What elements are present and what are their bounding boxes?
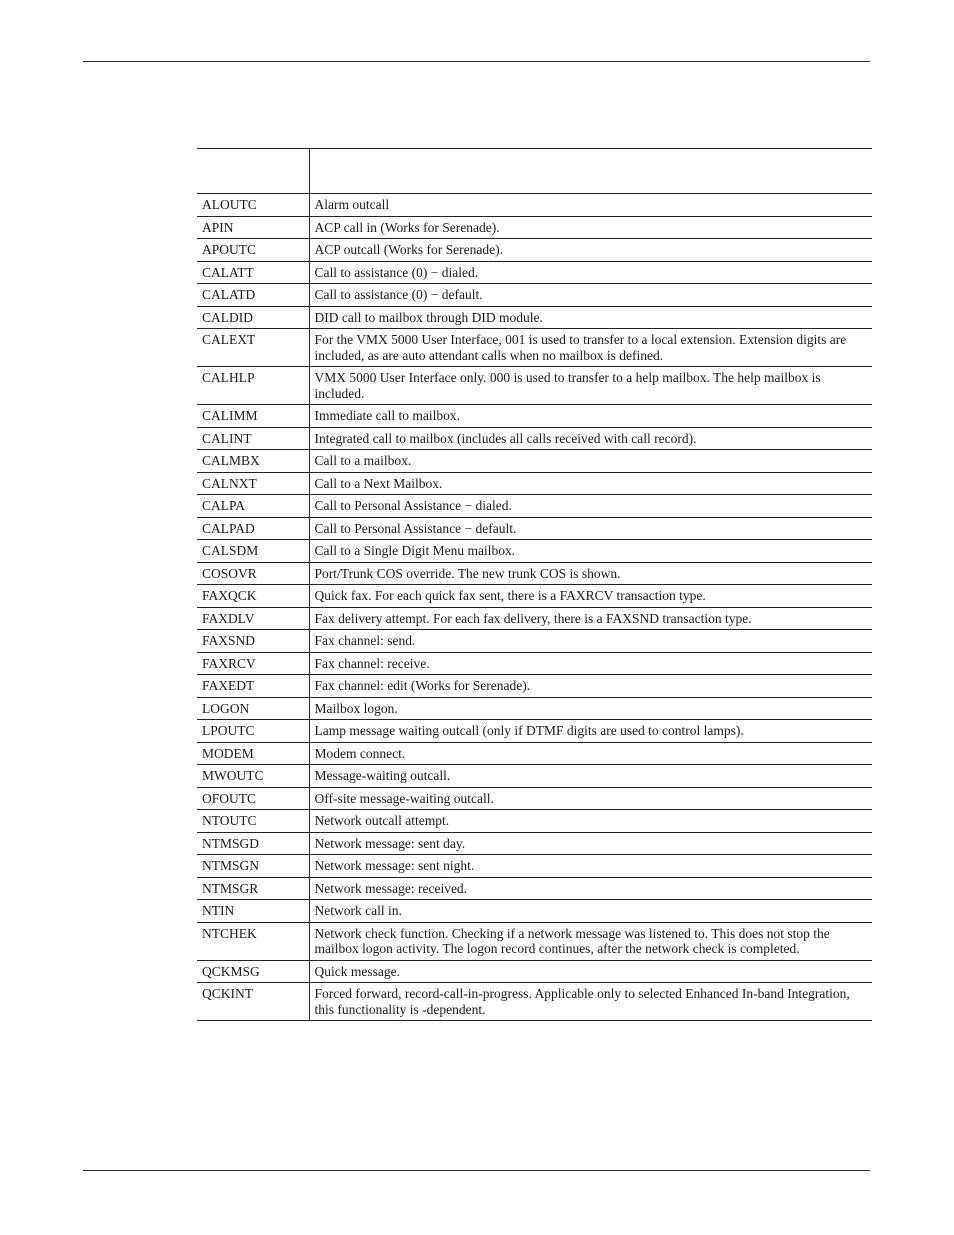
table-row — [197, 630, 872, 653]
transaction-description-cell: Alarm outcall — [309, 194, 872, 217]
table-row — [197, 607, 872, 630]
transaction-description-cell: Call to Personal Assistance − dialed. — [309, 495, 872, 518]
transaction-code-cell: OFOUTC — [197, 787, 309, 810]
table-row — [197, 472, 872, 495]
transaction-code-cell: CALATD — [197, 284, 309, 307]
table-row — [197, 284, 872, 307]
transaction-description-cell: Fax channel: edit (Works for Serenade). — [309, 675, 872, 698]
transaction-code-cell: CALNXT — [197, 472, 309, 495]
transaction-description-cell: DID call to mailbox through DID module. — [309, 306, 872, 329]
table-row — [197, 697, 872, 720]
transaction-code-cell: NTMSGR — [197, 877, 309, 900]
header-rule — [83, 61, 870, 62]
transaction-code-cell: LPOUTC — [197, 720, 309, 743]
transaction-description-cell: Call to a Single Digit Menu mailbox. — [309, 540, 872, 563]
transaction-description-cell: Call to Personal Assistance − default. — [309, 517, 872, 540]
transaction-code-cell: NTCHEK — [197, 922, 309, 960]
table-header-row — [197, 149, 872, 194]
table-row — [197, 960, 872, 983]
transaction-description-cell: Modem connect. — [309, 742, 872, 765]
table-row — [197, 450, 872, 473]
transaction-code-cell: FAXEDT — [197, 675, 309, 698]
table-row — [197, 720, 872, 743]
table-row — [197, 787, 872, 810]
table-row — [197, 810, 872, 833]
column-header-code — [197, 149, 309, 194]
transaction-description-cell: Mailbox logon. — [309, 697, 872, 720]
transaction-code-cell: CALINT — [197, 427, 309, 450]
transaction-code-cell: COSOVR — [197, 562, 309, 585]
transaction-description-cell: Fax channel: receive. — [309, 652, 872, 675]
table-row — [197, 877, 872, 900]
table-row — [197, 367, 872, 405]
transaction-code-cell: CALIMM — [197, 405, 309, 428]
transaction-code-cell: CALHLP — [197, 367, 309, 405]
transaction-code-cell: QCKINT — [197, 983, 309, 1021]
table-row — [197, 742, 872, 765]
transaction-description-cell: Network message: sent night. — [309, 855, 872, 878]
transaction-code-cell: LOGON — [197, 697, 309, 720]
transaction-code-cell: APIN — [197, 216, 309, 239]
table-body — [197, 194, 872, 1021]
transaction-description-cell: Call to assistance (0) − default. — [309, 284, 872, 307]
transaction-description-cell: Network call in. — [309, 900, 872, 923]
transaction-code-cell: CALDID — [197, 306, 309, 329]
table-row — [197, 855, 872, 878]
transaction-code-cell: QCKMSG — [197, 960, 309, 983]
table-row — [197, 427, 872, 450]
table-row — [197, 239, 872, 262]
table-row — [197, 540, 872, 563]
transaction-code-cell: MWOUTC — [197, 765, 309, 788]
transaction-code-cell: APOUTC — [197, 239, 309, 262]
table-row — [197, 900, 872, 923]
transaction-description-cell: Immediate call to mailbox. — [309, 405, 872, 428]
table-row — [197, 194, 872, 217]
transaction-description-cell: Quick fax. For each quick fax sent, there is a FAXRCV transaction type. — [309, 585, 872, 608]
transaction-description-cell: Port/Trunk COS override. The new trunk COS is shown. — [309, 562, 872, 585]
transaction-code-cell: CALATT — [197, 261, 309, 284]
transaction-description-cell: Fax channel: send. — [309, 630, 872, 653]
table-row — [197, 675, 872, 698]
transaction-code-cell: NTMSGD — [197, 832, 309, 855]
transaction-description-cell: Integrated call to mailbox (includes all calls received with call record). — [309, 427, 872, 450]
transaction-description-cell: Call to assistance (0) − dialed. — [309, 261, 872, 284]
transaction-description-cell: Fax delivery attempt. For each fax delivery, there is a FAXSND transaction type. — [309, 607, 872, 630]
transaction-description-cell: Network message: sent day. — [309, 832, 872, 855]
transaction-description-cell: Network message: received. — [309, 877, 872, 900]
transaction-description-cell: Call to a Next Mailbox. — [309, 472, 872, 495]
transaction-description-cell: VMX 5000 User Interface only. 000 is used to transfer to a help mailbox. The help mailbox is included. — [309, 367, 872, 405]
transaction-code-cell: CALPA — [197, 495, 309, 518]
table-row — [197, 922, 872, 960]
transaction-code-cell: NTMSGN — [197, 855, 309, 878]
transaction-code-cell: NTOUTC — [197, 810, 309, 833]
table-row — [197, 652, 872, 675]
transaction-code-cell: CALSDM — [197, 540, 309, 563]
table-row — [197, 216, 872, 239]
transaction-code-cell: FAXDLV — [197, 607, 309, 630]
transaction-description-cell: Lamp message waiting outcall (only if DTMF digits are used to control lamps). — [309, 720, 872, 743]
table-row — [197, 517, 872, 540]
transaction-description-cell: Forced forward, record-call-in-progress. Applicable only to selected Enhanced In-band Integration, this functionality is -dependent. — [309, 983, 872, 1021]
transaction-description-cell: ACP outcall (Works for Serenade). — [309, 239, 872, 262]
table-row — [197, 261, 872, 284]
transaction-code-cell: ALOUTC — [197, 194, 309, 217]
table-row — [197, 983, 872, 1021]
transaction-code-cell: CALEXT — [197, 329, 309, 367]
transaction-code-cell: CALMBX — [197, 450, 309, 473]
transaction-description-cell: Quick message. — [309, 960, 872, 983]
transaction-code-cell: NTIN — [197, 900, 309, 923]
transaction-code-cell: CALPAD — [197, 517, 309, 540]
table-row — [197, 585, 872, 608]
transaction-description-cell: ACP call in (Works for Serenade). — [309, 216, 872, 239]
table-row — [197, 405, 872, 428]
transaction-code-cell: MODEM — [197, 742, 309, 765]
transaction-description-cell: For the VMX 5000 User Interface, 001 is used to transfer to a local extension. Extension digits are included, as are auto attendant calls when no mailbox is defined. — [309, 329, 872, 367]
table-row — [197, 495, 872, 518]
transaction-code-cell: FAXQCK — [197, 585, 309, 608]
transaction-description-cell: Off-site message-waiting outcall. — [309, 787, 872, 810]
footer-rule — [83, 1170, 870, 1171]
transaction-description-cell: Call to a mailbox. — [309, 450, 872, 473]
transaction-codes-table — [197, 148, 872, 1021]
table-row — [197, 329, 872, 367]
transaction-description-cell: Message-waiting outcall. — [309, 765, 872, 788]
table-row — [197, 765, 872, 788]
transaction-code-cell: FAXRCV — [197, 652, 309, 675]
transaction-description-cell: Network outcall attempt. — [309, 810, 872, 833]
transaction-description-cell: Network check function. Checking if a network message was listened to. This does not stop the mailbox logon activity. The logon record continues, after the network check is completed. — [309, 922, 872, 960]
table-row — [197, 832, 872, 855]
table-row — [197, 306, 872, 329]
column-header-description — [309, 149, 872, 194]
transaction-code-cell: FAXSND — [197, 630, 309, 653]
table-row — [197, 562, 872, 585]
